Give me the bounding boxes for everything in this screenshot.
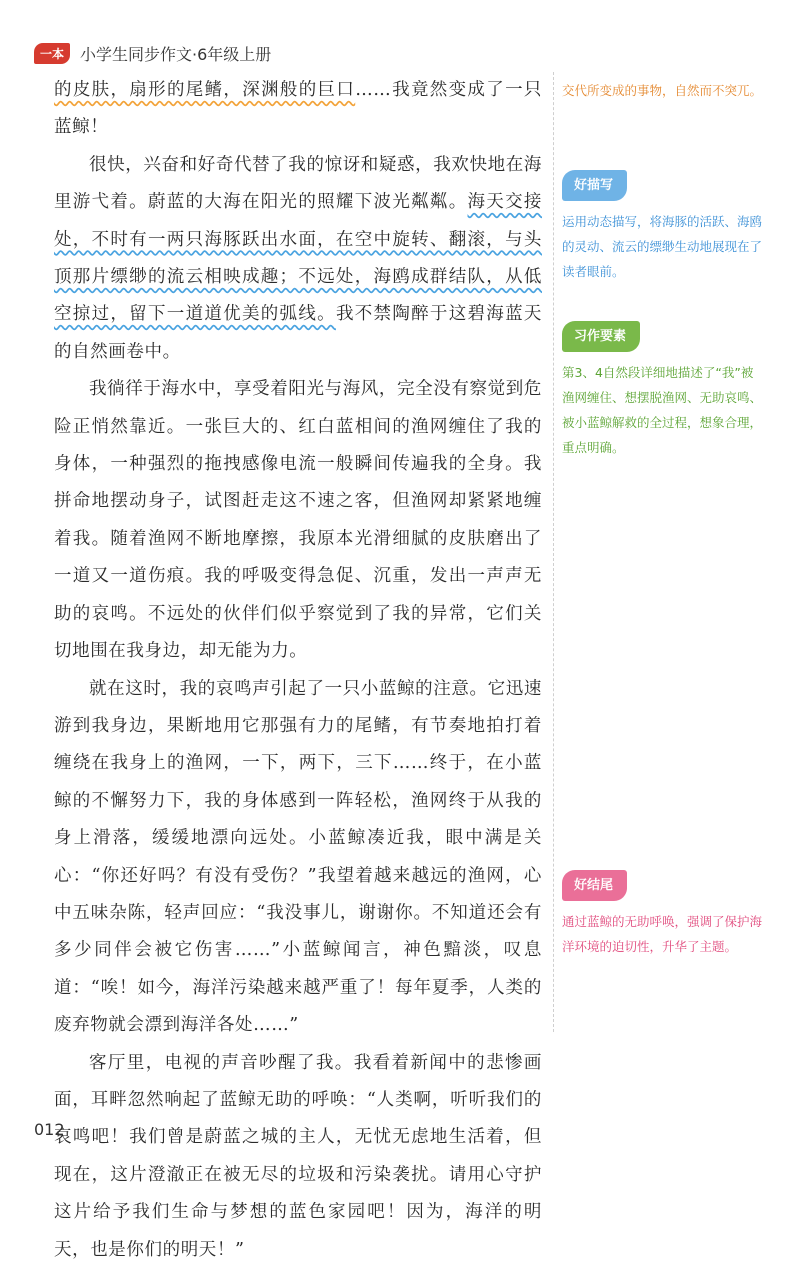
annotation-writing-elements [562,321,762,460]
annotation-good-ending [562,870,762,959]
annotation-good-description [562,170,762,284]
annotation-text: 通过蓝鲸的无助呼唤，强调了保护海洋环境的迫切性，升华了主题。 [562,914,763,954]
annotation-text: 运用动态描写，将海豚的活跃、海鸥的灵动、流云的缥缈生动地展现在了读者眼前。 [562,214,763,279]
highlighted-phrase: 的皮肤，扇形的尾鳍，深渊般的巨口 [54,80,356,100]
annotation-text: 交代所变成的事物，自然而不突兀。 [562,83,763,98]
essay-body [54,72,542,1269]
paragraph-text: ……我竟然变成了一只蓝鲸！ [54,80,542,138]
badge-good-description: 好描写 [562,170,627,201]
book-title: 小学生同步作文·6年级上册 [80,44,272,64]
paragraph-text: 很快，兴奋和好奇代替了我的惊讶和疑惑，我欢快地在海里游弋着。蔚蓝的大海在阳光的照耀下波光粼粼。 [54,154,542,213]
paragraph-5: 客厅里，电视的声音吵醒了我。我看着新闻中的悲惨画面，耳畔忽然响起了蓝鲸无助的呼唤：“人类啊，听听我们的哀鸣吧！我们曾是蔚蓝之城的主人，无忧无虑地生活着，但现在，这片澄澈正在被无尽的垃圾和污染袭扰。请用心守护这片给予我们生命与梦想的蓝色家园吧！因为，海洋的明天，也是你们的明天！” [54,1052,542,1260]
paragraph-3: 我徜徉于海水中，享受着阳光与海风，完全没有察觉到危险正悄然靠近。一张巨大的、红白蓝相间的渔网缠住了我的身体，一种强烈的拖拽感像电流一般瞬间传遍我的全身。我拼命地摆动身子，试图赶走这不速之客，但渔网却紧紧地缠着我。随着渔网不断地摩擦，我原本光滑细腻的皮肤磨出了一道又一道伤痕。我的呼吸变得急促、沉重，发出一声声无助的哀鸣。不远处的伙伴们似乎察觉到了我的异常，它们关切地围在我身边，却无能为力。 [54,379,542,662]
annotation-transition [562,78,762,103]
badge-writing-elements: 习作要素 [562,321,640,352]
paragraph-2 [54,147,542,371]
page-header [34,40,271,66]
paragraph-text: 我不禁陶醉于这碧海蓝天的自然画卷中。 [54,304,542,362]
brand-logo: 一本 [34,43,70,64]
paragraph-4: 就在这时，我的哀鸣声引起了一只小蓝鲸的注意。它迅速游到我身边，果断地用它那强有力的尾鳍，有节奏地拍打着缠绕在我身上的渔网，一下，两下，三下……终于，在小蓝鲸的不懈努力下，我的身体感到一阵轻松，渔网终于从我的身上滑落，缓缓地漂向远处。小蓝鲸凑近我，眼中满是关心：“你还好吗？有没有受伤？”我望着越来越远的渔网，心中五味杂陈，轻声回应：“我没事儿，谢谢你。不知道还会有多少同伴会被它伤害……”小蓝鲸闻言，神色黯淡，叹息道：“唉！如今，海洋污染越来越严重了！每年夏季，人类的废弃物就会漂到海洋各处……” [54,678,542,1036]
column-divider [553,72,554,1032]
page-number: 012 [34,1120,65,1139]
badge-good-ending: 好结尾 [562,870,627,901]
highlighted-description: 海天交接处，不时有一两只海豚跃出水面，在空中旋转、翻滚，与头顶那片缥缈的流云相映成趣；不远处，海鸥成群结队，从低空掠过，留下一道道优美的弧线。 [54,192,543,325]
paragraph-1 [54,72,542,147]
annotation-text: 第3、4自然段详细地描述了“我”被渔网缠住、想摆脱渔网、无助哀鸣、被小蓝鲸解救的全过程，想象合理，重点明确。 [562,365,763,455]
